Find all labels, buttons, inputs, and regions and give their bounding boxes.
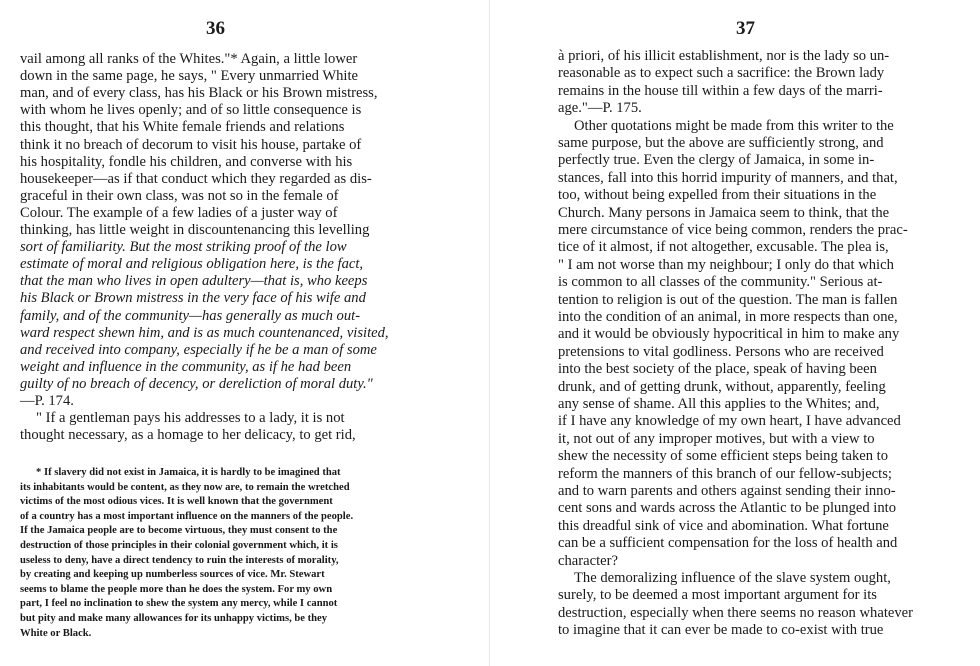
text-line: thinking, has little weight in discountenancing this levelling — [20, 222, 370, 238]
text-line: same purpose, but the above are sufficiently strong, and — [558, 135, 884, 151]
text-line: Church. Many persons in Jamaica seem to think, that the — [558, 204, 890, 221]
text-line: The demoralizing influence of the slave system ought, — [574, 570, 891, 586]
footnote-line: but pity and make many allowances for its unhappy victims, be they — [20, 613, 328, 624]
footnote-line: of a country has a most important influence on the manners of the people. — [20, 510, 354, 522]
text-line: and it would be obviously hypocritical in him to make any — [558, 326, 900, 343]
text-line: tice of it almost, if not altogether, excusable. The plea is, — [558, 239, 889, 256]
text-line: down in the same page, he says, " Every unmarried White — [20, 68, 359, 85]
text-line: vail among all ranks of the Whites."* Again, a little lower — [20, 51, 358, 67]
text-line: too, without being expelled from their situations in the — [558, 187, 877, 204]
footnote-line: victims of the most odious vices. It is well known that the government — [20, 496, 333, 508]
text-line: his Black or Brown mistress in the very face of his wife and — [20, 290, 366, 307]
footnote-line: useless to deny, have a direct tendency to ruin the interests of morality, — [20, 554, 339, 566]
text-line: thought necessary, as a homage to her delicacy, to get rid, — [20, 427, 356, 444]
text-line: family, and of the community—has generally as much out- — [20, 307, 361, 324]
text-line: à priori, of his illicit establishment, nor is the lady so un- — [558, 48, 890, 64]
text-line: graceful in their own class, was not so in the female of — [20, 187, 339, 204]
text-line: mere circumstance of vice being common, renders the prac- — [558, 222, 908, 238]
text-line: think it no breach of decorum to visit his house, partake of — [20, 136, 362, 153]
text-line: housekeeper—as if that conduct which they regarded as dis- — [20, 170, 372, 187]
text-line: destruction, especially when there seems no reason whatever — [558, 604, 913, 621]
text-line: " If a gentleman pays his addresses to a lady, it is not — [36, 410, 345, 427]
text-line: his hospitality, fondle his children, and converse with his — [20, 153, 353, 170]
page-number-right: 37 — [736, 18, 755, 39]
text-line: if I have any knowledge of my own heart, I have advanced — [558, 413, 901, 430]
footnote-line: seems to blame the people more than he does the system. For my own — [20, 583, 333, 595]
text-line: cent sons and wards across the Atlantic to be plunged into — [558, 500, 897, 517]
text-line: remains in the house till within a few days of the marri- — [558, 82, 883, 99]
text-line: with whom he lives openly; and of so little consequence is — [20, 102, 362, 119]
text-line: stances, fall into this horrid impurity of manners, and that, — [558, 169, 898, 186]
text-line: into the condition of an animal, in more respects than one, — [558, 309, 898, 325]
footnote-line: White or Black. — [20, 627, 92, 639]
footnote-line: If the Jamaica people are to become virtuous, they must consent to the — [20, 525, 338, 537]
text-line: age."—P. 175. — [558, 100, 642, 117]
text-line: shew the necessity of some efficient steps being taken to — [558, 448, 889, 465]
text-line: and to warn parents and others against sending their inno- — [558, 483, 896, 499]
footnote-line: * If slavery did not exist in Jamaica, it is hardly to be imagined that — [36, 467, 341, 478]
footnote-line: destruction of those principles in their colonial government which, it is — [20, 540, 338, 551]
text-line: into the best society of the place, speak of having been — [558, 361, 877, 378]
footnote-line: its inhabitants would be content, as they now are, to remain the wretched — [20, 481, 350, 493]
text-line: perfectly true. Even the clergy of Jamaica, in some in- — [558, 152, 875, 169]
text-line: ward respect shewn him, and is as much countenanced, visited, — [20, 324, 389, 341]
footnote-line: part, I feel no inclination to shew the system any mercy, while I cannot — [20, 598, 338, 610]
text-line: sort of familiarity. But the most striking proof of the low — [20, 239, 347, 256]
text-line: can be a sufficient compensation for the loss of health and — [558, 535, 898, 552]
text-line: character? — [558, 552, 618, 569]
text-line: pretensions to vital godliness. Persons who are received — [558, 343, 884, 360]
text-line: any sense of shame. All this applies to the Whites; and, — [558, 396, 880, 412]
text-line: reform the manners of this branch of our fellow-subjects; — [558, 465, 892, 482]
text-line: Other quotations might be made from this writer to the — [574, 117, 894, 134]
footnote-line: by creating and keeping up numberless sources of vice. Mr. Stewart — [20, 569, 325, 581]
text-line: man, and of every class, has his Black or his Brown mistress, — [20, 85, 378, 102]
text-line: that the man who lives in open adultery—that is, who keeps — [20, 273, 368, 290]
text-line: and received into company, especially if he be a man of some — [20, 341, 377, 358]
text-line: Colour. The example of a few ladies of a juster way of — [20, 204, 338, 221]
text-line: reasonable as to expect such a sacrifice: the Brown lady — [558, 65, 885, 82]
text-line: this dreadful sink of vice and abomination. What fortune — [558, 517, 889, 534]
page-number-left: 36 — [206, 18, 225, 39]
text-line: guilty of no breach of decency, or dereliction of moral duty." — [20, 375, 373, 392]
text-line: drunk, and of getting drunk, without, apparently, feeling — [558, 378, 886, 395]
right-page — [490, 0, 980, 666]
text-line: is common to all classes of the community." Serious at- — [558, 274, 883, 291]
text-line: surely, to be deemed a most important argument for its — [558, 587, 877, 604]
text-line: to imagine that it can ever be made to co-exist with true — [558, 622, 884, 639]
text-line: —P. 174. — [20, 393, 74, 409]
text-line: " I am not worse than my neighbour; I only do that which — [558, 256, 894, 273]
text-line: this thought, that his White female friends and relations — [20, 119, 345, 136]
text-line: estimate of moral and religious obligation here, is the fact, — [20, 256, 364, 273]
text-line: it, not out of any improper motives, but with a view to — [558, 430, 875, 447]
text-line: tention to religion is out of the question. The man is fallen — [558, 291, 898, 308]
text-line: weight and influence in the community, as if he had been — [20, 358, 352, 375]
